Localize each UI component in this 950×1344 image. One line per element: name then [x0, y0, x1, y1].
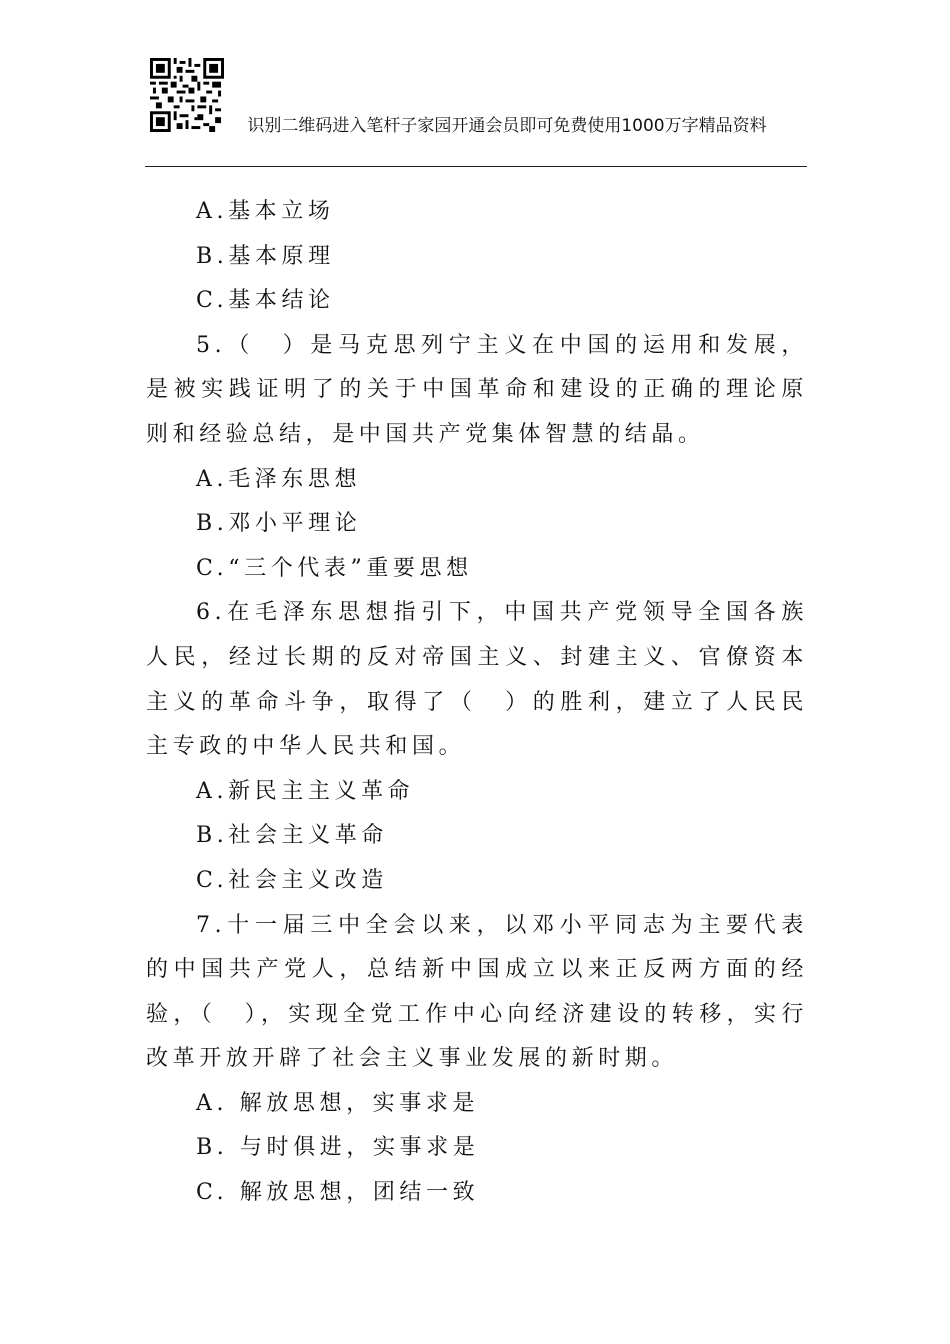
- page-header: [145, 58, 807, 166]
- option-q4-b: B.基本原理: [196, 243, 335, 269]
- option-q6-a: A.新民主主义革命: [196, 778, 415, 804]
- option-q4-a: A.基本立场: [196, 199, 335, 224]
- option-q7-c: C. 解放思想，团结一致: [196, 1180, 480, 1206]
- option-q6-b: B.社会主义革命: [196, 823, 388, 849]
- question-7-stem: 7.十一届三中全会以来，以邓小平同志为主要代表的中国共产党人，总结新中国成立以来正反两方面的经验，（ ），实现全党工作中心向经济建设的转移，实行改革开放开辟了社会主义事业发展的新时期。: [146, 912, 808, 1072]
- document-body: [146, 190, 808, 1216]
- option-q5-c: C.“三个代表”重要思想: [196, 555, 473, 581]
- option-q5-b: B.邓小平理论: [196, 511, 362, 537]
- header-notice: 识别二维码进入笔杆子家园开通会员即可免费使用1000万字精品资料: [247, 116, 767, 136]
- header-divider: [145, 166, 807, 167]
- question-6-stem: 6.在毛泽东思想指引下，中国共产党领导全国各族人民，经过长期的反对帝国主义、封建主义、官僚资本主义的革命斗争，取得了（ ）的胜利，建立了人民民主专政的中华人民共和国。: [146, 600, 808, 760]
- option-q6-c: C.社会主义改造: [196, 867, 388, 893]
- option-q7-a: A. 解放思想，实事求是: [196, 1090, 480, 1116]
- option-q5-a: A.毛泽东思想: [196, 466, 362, 492]
- option-q7-b: B. 与时俱进，实事求是: [196, 1135, 480, 1161]
- question-5-stem: 5.（ ）是马克思列宁主义在中国的运用和发展，是被实践证明了的关于中国革命和建设的正确的理论原则和经验总结，是中国共产党集体智慧的结晶。: [146, 332, 808, 447]
- option-q4-c: C.基本结论: [196, 288, 335, 314]
